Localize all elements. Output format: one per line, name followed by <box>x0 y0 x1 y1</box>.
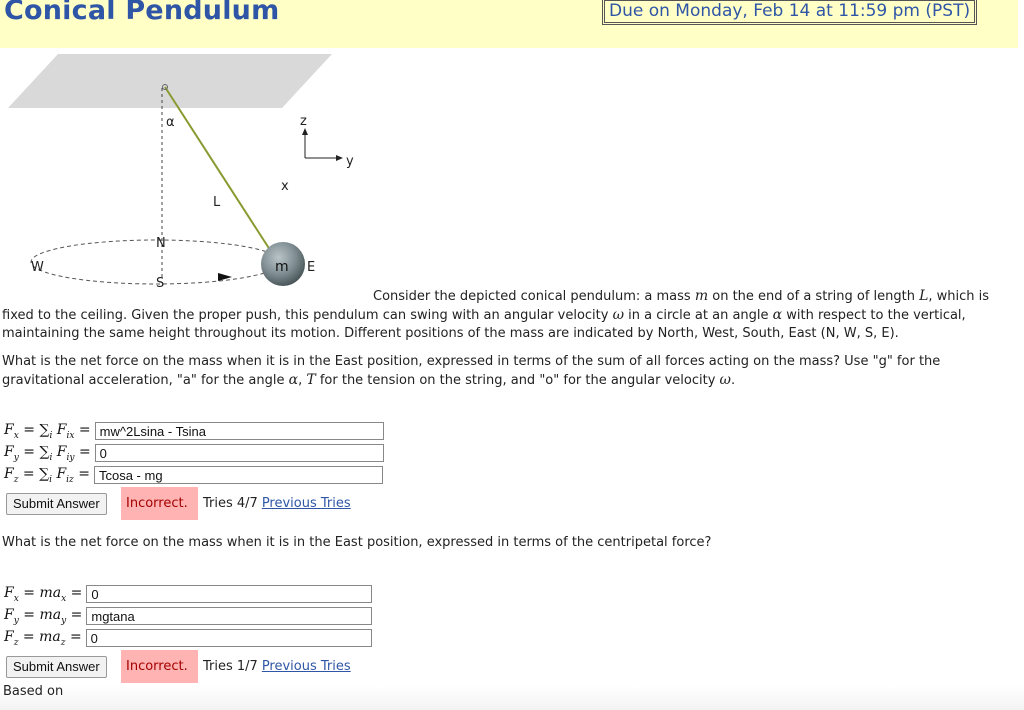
based-on-text: Based on <box>3 684 64 699</box>
fy-centripetal-input[interactable] <box>86 607 372 625</box>
north-label: N <box>156 236 166 251</box>
page-title: Conical Pendulum <box>4 0 280 26</box>
pendulum-string <box>165 87 272 253</box>
fz-centripetal-equation: $F_z = ma_z$ = <box>4 628 82 648</box>
y-axis-label: y <box>346 154 354 169</box>
alpha-label: α <box>166 115 175 130</box>
x-axis-label: x <box>281 179 289 194</box>
q1-row-fy <box>4 443 384 463</box>
q2-tries-info: Tries 1/7 Previous Tries <box>203 659 351 674</box>
fy-centripetal-equation: $F_y = ma_y$ = <box>4 606 83 626</box>
fx-centripetal-equation: $F_x = ma_x$ = <box>4 584 83 604</box>
ceiling-plane <box>8 54 332 108</box>
q2-row-fy <box>4 606 372 626</box>
mass-label: m <box>275 259 289 275</box>
east-label: E <box>307 260 316 275</box>
footer-bar <box>0 686 1024 710</box>
q1-row-fx <box>4 421 384 441</box>
z-axis-label: z <box>300 114 307 129</box>
z-axis-arrowhead <box>302 128 308 135</box>
q1-tries-info: Tries 4/7 Previous Tries <box>203 496 351 511</box>
problem-description: Consider the depicted conical pendulum: a mass m on the end of a string of length L, which is fixed to the ceiling. Given the proper push, this pendulum can swing with an angular velocity ω in a circle at an angle α with respect to the vertical, maintaining the same height throughout its motion. Different positions of the mass are indicated by North, West, South, East (N, W, S, E). <box>2 288 990 341</box>
fy-sum-input[interactable] <box>95 444 384 462</box>
q2-previous-tries-link[interactable]: Previous Tries <box>261 659 351 674</box>
length-label: L <box>213 195 221 210</box>
fz-sum-equation: $F_z = \sum_i$ $F_{iz}$ = <box>4 465 90 485</box>
fx-centripetal-input[interactable] <box>86 585 372 603</box>
question-1-text: What is the net force on the mass when it is in the East position, expressed in terms of the sum of all forces acting on the mass? Use "g" for the gravitational acceleration, "a" for the angle α, T for the tension on the string, and "o" for the angular velocity ω. <box>2 354 941 388</box>
q1-row-fz <box>4 465 383 485</box>
y-axis-arrowhead <box>336 155 343 161</box>
q2-row-fz <box>4 628 372 648</box>
fz-sum-input[interactable] <box>94 466 383 484</box>
q2-submit-button[interactable]: Submit Answer <box>6 656 107 678</box>
south-label: S <box>156 276 165 291</box>
due-date: Due on Monday, Feb 14 at 11:59 pm (PST) <box>604 0 975 23</box>
q1-previous-tries-link[interactable]: Previous Tries <box>261 496 351 511</box>
fx-sum-equation: $F_x = \sum_i$ $F_{ix}$ = <box>4 421 91 441</box>
fx-sum-input[interactable] <box>95 422 384 440</box>
west-label: W <box>31 260 44 275</box>
q2-row-fx <box>4 584 372 604</box>
q1-incorrect-badge: Incorrect. <box>121 487 198 520</box>
pendulum-diagram <box>0 50 380 295</box>
fy-sum-equation: $F_y = \sum_i$ $F_{iy}$ = <box>4 443 91 463</box>
question-2-text: What is the net force on the mass when it is in the East position, expressed in terms of the centripetal force? <box>2 535 712 550</box>
q2-incorrect-badge: Incorrect. <box>121 650 198 683</box>
q1-submit-button[interactable]: Submit Answer <box>6 493 107 515</box>
fz-centripetal-input[interactable] <box>86 629 372 647</box>
header-bar <box>0 0 1018 48</box>
